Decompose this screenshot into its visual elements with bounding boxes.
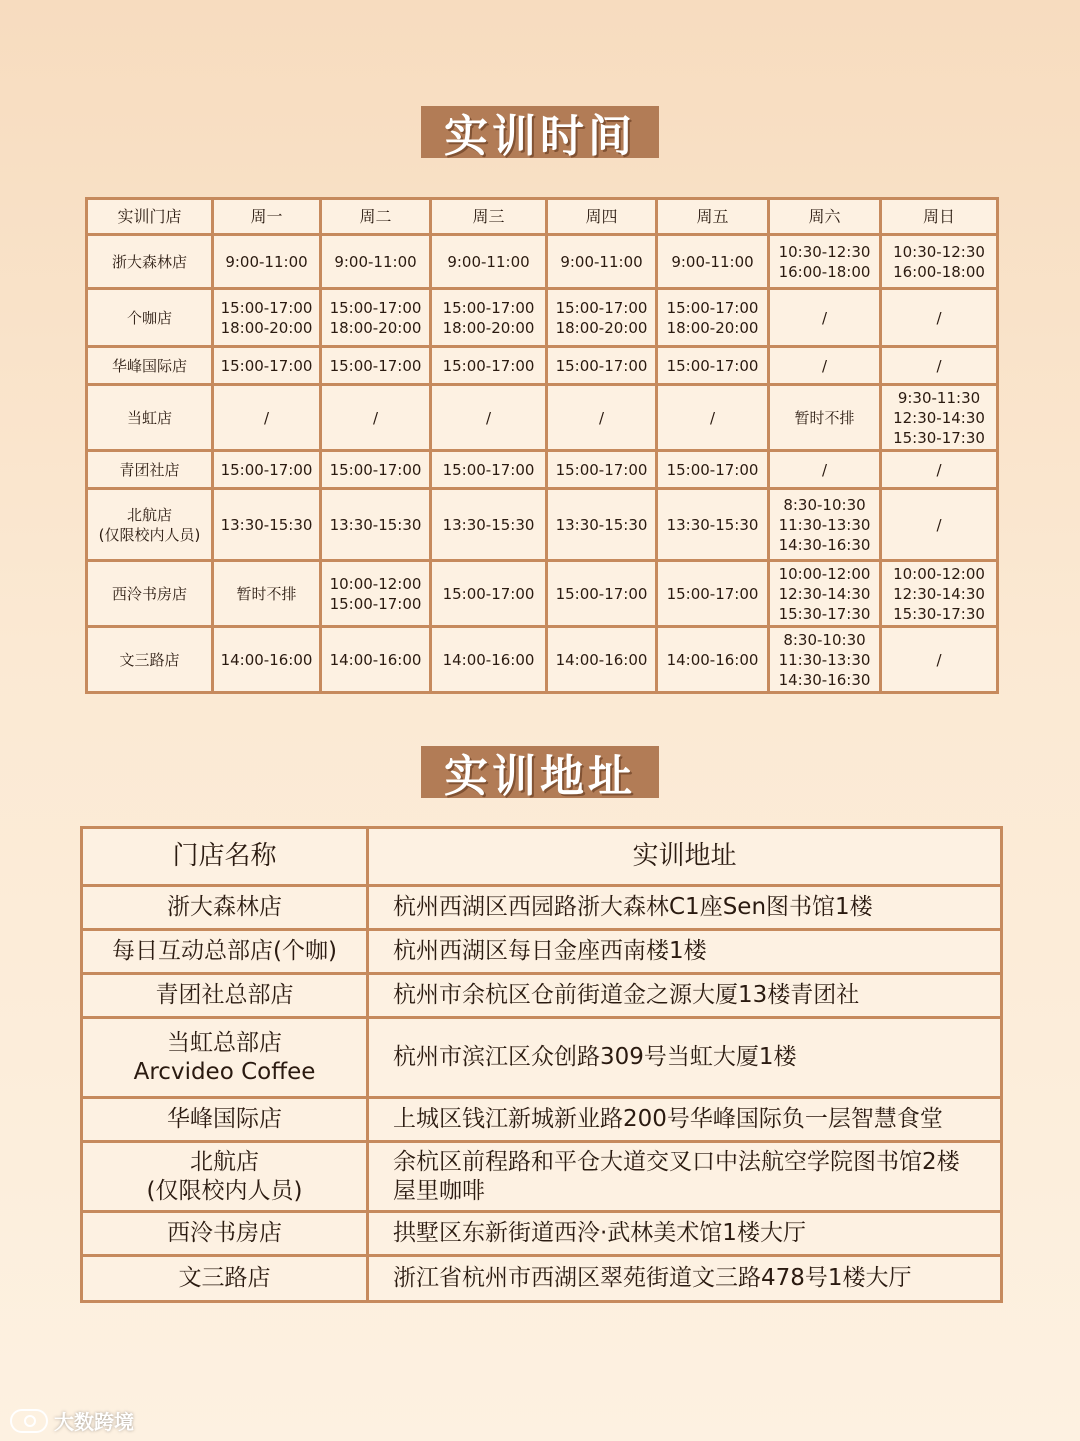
store-name-cell: 浙大森林店: [82, 886, 368, 930]
time-cell: 14:00-16:00: [431, 627, 547, 693]
store-name-cell: 每日互动总部店(个咖): [82, 930, 368, 974]
time-cell: 15:00-17:00: [657, 561, 769, 627]
header-cell: 周五: [657, 199, 769, 235]
time-cell: /: [881, 489, 998, 561]
time-cell: /: [881, 347, 998, 385]
address-cell: 杭州市滨江区众创路309号当虹大厦1楼: [368, 1018, 1002, 1098]
address-title: 实训地址: [421, 746, 659, 798]
store-name-cell: 北航店 (仅限校内人员): [87, 489, 213, 561]
address-row: [82, 1098, 1002, 1142]
store-name-cell: 当虹总部店 Arcvideo Coffee: [82, 1018, 368, 1098]
schedule-row: [87, 489, 998, 561]
time-cell: /: [769, 347, 881, 385]
schedule-row: [87, 385, 998, 451]
time-cell: 8:30-10:30 11:30-13:30 14:30-16:30: [769, 627, 881, 693]
store-name-cell: 西泠书房店: [82, 1212, 368, 1256]
time-cell: 9:00-11:00: [321, 235, 431, 289]
time-cell: /: [431, 385, 547, 451]
address-cell: 杭州西湖区西园路浙大森林C1座Sen图书馆1楼: [368, 886, 1002, 930]
watermark: [10, 1406, 134, 1435]
time-cell: 9:00-11:00: [657, 235, 769, 289]
time-cell: 暂时不排: [769, 385, 881, 451]
time-cell: 13:30-15:30: [321, 489, 431, 561]
time-cell: 15:00-17:00: [213, 451, 321, 489]
address-cell: 上城区钱江新城新业路200号华峰国际负一层智慧食堂: [368, 1098, 1002, 1142]
header-cell: 周四: [547, 199, 657, 235]
time-cell: 15:00-17:00 18:00-20:00: [657, 289, 769, 347]
address-row: [82, 930, 1002, 974]
schedule-row: [87, 347, 998, 385]
header-cell: 周一: [213, 199, 321, 235]
time-cell: 15:00-17:00 18:00-20:00: [431, 289, 547, 347]
store-name-cell: 青团社店: [87, 451, 213, 489]
header-cell: 门店名称: [82, 828, 368, 886]
time-cell: 15:00-17:00: [547, 451, 657, 489]
time-cell: 13:30-15:30: [213, 489, 321, 561]
store-name-cell: 文三路店: [82, 1256, 368, 1302]
time-cell: 14:00-16:00: [321, 627, 431, 693]
time-cell: 14:00-16:00: [213, 627, 321, 693]
schedule-header-row: [87, 199, 998, 235]
schedule-row: [87, 627, 998, 693]
store-name-cell: 华峰国际店: [82, 1098, 368, 1142]
schedule-table: [85, 197, 999, 694]
address-row: [82, 1018, 1002, 1098]
time-cell: 9:00-11:00: [213, 235, 321, 289]
time-cell: 15:00-17:00 18:00-20:00: [547, 289, 657, 347]
time-cell: 13:30-15:30: [431, 489, 547, 561]
time-cell: 10:30-12:30 16:00-18:00: [769, 235, 881, 289]
time-cell: 15:00-17:00: [431, 347, 547, 385]
time-cell: /: [881, 627, 998, 693]
time-cell: /: [547, 385, 657, 451]
time-cell: 15:00-17:00 18:00-20:00: [213, 289, 321, 347]
time-cell: 10:00-12:00 12:30-14:30 15:30-17:30: [881, 561, 998, 627]
time-cell: 9:00-11:00: [431, 235, 547, 289]
address-row: [82, 1256, 1002, 1302]
header-cell: 周六: [769, 199, 881, 235]
schedule-row: [87, 561, 998, 627]
time-cell: 14:00-16:00: [657, 627, 769, 693]
address-table: [80, 826, 1003, 1303]
time-cell: 10:00-12:00 15:00-17:00: [321, 561, 431, 627]
time-cell: 15:00-17:00: [431, 451, 547, 489]
header-cell: 实训门店: [87, 199, 213, 235]
address-cell: 拱墅区东新街道西泠·武林美术馆1楼大厅: [368, 1212, 1002, 1256]
store-name-cell: 个咖店: [87, 289, 213, 347]
store-name-cell: 华峰国际店: [87, 347, 213, 385]
address-cell: 杭州西湖区每日金座西南楼1楼: [368, 930, 1002, 974]
time-cell: 10:30-12:30 16:00-18:00: [881, 235, 998, 289]
time-cell: 15:00-17:00 18:00-20:00: [321, 289, 431, 347]
schedule-title: 实训时间: [421, 106, 659, 158]
time-cell: 9:00-11:00: [547, 235, 657, 289]
time-cell: /: [321, 385, 431, 451]
time-cell: /: [213, 385, 321, 451]
watermark-text: 大数跨境: [54, 1410, 134, 1434]
time-cell: /: [769, 451, 881, 489]
time-cell: 8:30-10:30 11:30-13:30 14:30-16:30: [769, 489, 881, 561]
schedule-row: [87, 451, 998, 489]
time-cell: 10:00-12:00 12:30-14:30 15:30-17:30: [769, 561, 881, 627]
logo-icon: [10, 1409, 48, 1433]
time-cell: 15:00-17:00: [431, 561, 547, 627]
store-name-cell: 浙大森林店: [87, 235, 213, 289]
header-cell: 实训地址: [368, 828, 1002, 886]
time-cell: 15:00-17:00: [321, 347, 431, 385]
address-header-row: [82, 828, 1002, 886]
store-name-cell: 青团社总部店: [82, 974, 368, 1018]
time-cell: 15:00-17:00: [657, 451, 769, 489]
header-cell: 周三: [431, 199, 547, 235]
store-name-cell: 当虹店: [87, 385, 213, 451]
time-cell: /: [881, 451, 998, 489]
time-cell: /: [657, 385, 769, 451]
time-cell: /: [881, 289, 998, 347]
store-name-cell: 北航店 (仅限校内人员): [82, 1142, 368, 1212]
address-row: [82, 1212, 1002, 1256]
address-cell: 余杭区前程路和平仓大道交叉口中法航空学院图书馆2楼 屋里咖啡: [368, 1142, 1002, 1212]
time-cell: 15:00-17:00: [321, 451, 431, 489]
time-cell: 13:30-15:30: [657, 489, 769, 561]
store-name-cell: 西泠书房店: [87, 561, 213, 627]
address-row: [82, 974, 1002, 1018]
time-cell: 15:00-17:00: [547, 561, 657, 627]
time-cell: 13:30-15:30: [547, 489, 657, 561]
address-cell: 杭州市余杭区仓前街道金之源大厦13楼青团社: [368, 974, 1002, 1018]
address-row: [82, 886, 1002, 930]
header-cell: 周二: [321, 199, 431, 235]
time-cell: 15:00-17:00: [547, 347, 657, 385]
header-cell: 周日: [881, 199, 998, 235]
time-cell: 14:00-16:00: [547, 627, 657, 693]
address-row: [82, 1142, 1002, 1212]
time-cell: 暂时不排: [213, 561, 321, 627]
time-cell: 15:00-17:00: [657, 347, 769, 385]
store-name-cell: 文三路店: [87, 627, 213, 693]
address-cell: 浙江省杭州市西湖区翠苑街道文三路478号1楼大厅: [368, 1256, 1002, 1302]
time-cell: 9:30-11:30 12:30-14:30 15:30-17:30: [881, 385, 998, 451]
schedule-row: [87, 235, 998, 289]
schedule-row: [87, 289, 998, 347]
time-cell: 15:00-17:00: [213, 347, 321, 385]
time-cell: /: [769, 289, 881, 347]
